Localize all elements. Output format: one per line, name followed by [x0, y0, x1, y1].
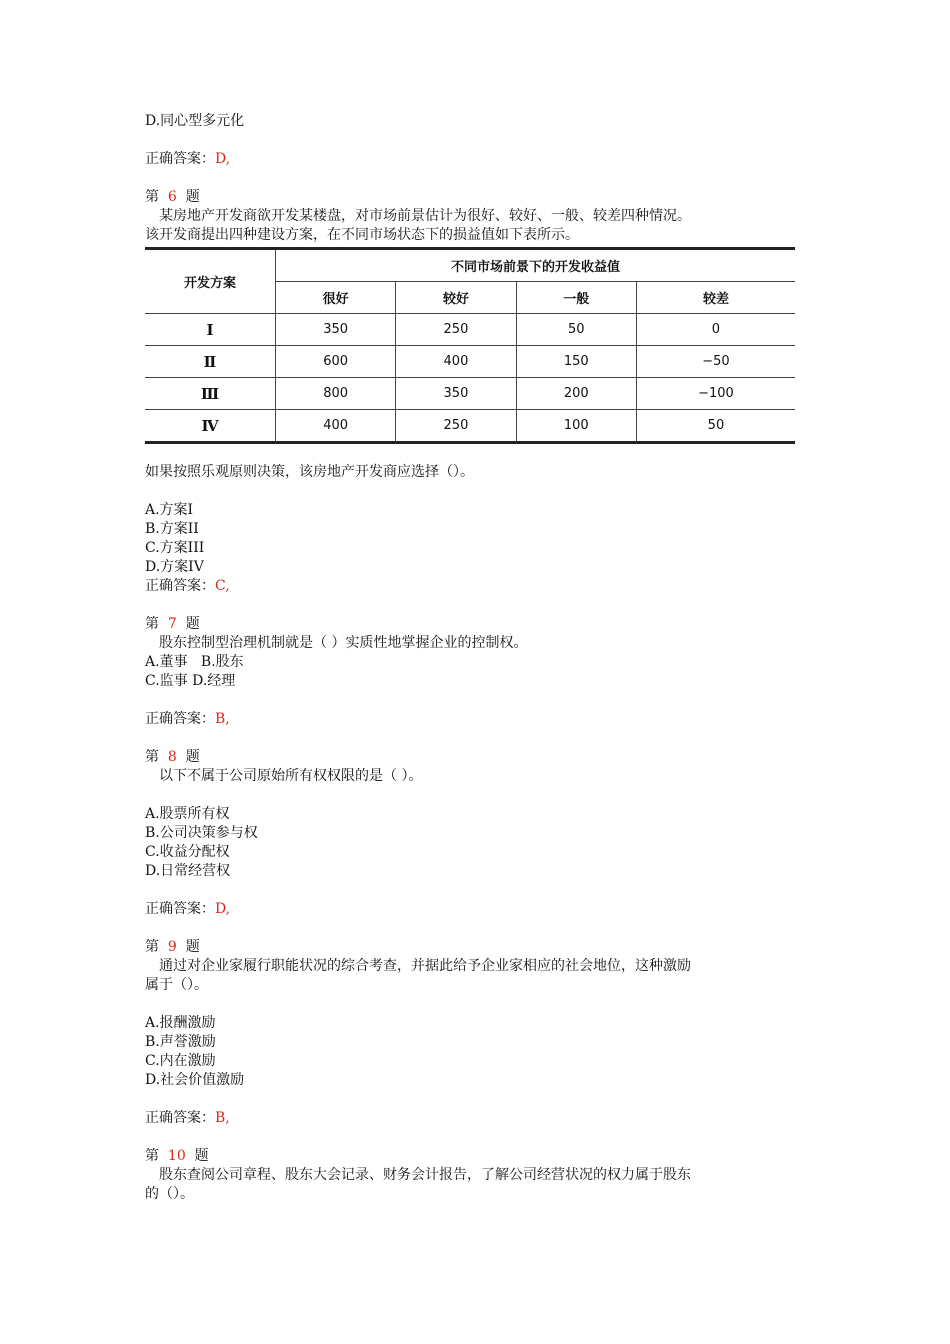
value-cell: 350	[396, 378, 516, 410]
q10-title	[145, 1147, 805, 1166]
value-cell: 400	[276, 410, 396, 443]
option: C.内在激励	[145, 1053, 216, 1069]
q7-title	[145, 615, 805, 634]
plan-cell: Ⅱ	[145, 346, 276, 378]
table-row	[145, 378, 795, 410]
table-row	[145, 314, 795, 346]
q10-stem-line1: 股东查阅公司章程、股东大会记录、财务会计报告，了解公司经营状况的权力属于股东	[159, 1167, 691, 1183]
option: D.方案IV	[145, 559, 204, 575]
q9-stem-line2: 属于（）。	[145, 977, 208, 993]
option: B.公司决策参与权	[145, 825, 258, 841]
plan-cell: Ⅰ	[145, 314, 276, 346]
option: A.股票所有权	[145, 806, 230, 822]
q6-title	[145, 188, 805, 207]
value-cell: 250	[396, 410, 516, 443]
title-suffix: 题	[185, 749, 200, 765]
q8-stem: 以下不属于公司原始所有权权限的是（ ）。	[159, 768, 423, 784]
option: D.社会价值激励	[145, 1072, 245, 1088]
answer-value: D,	[215, 901, 231, 917]
option: B.声誉激励	[145, 1034, 216, 1050]
q6-question: 如果按照乐观原则决策，该房地产开发商应选择（）。	[145, 464, 474, 480]
value-cell: 50	[516, 314, 636, 346]
sub-header: 很好	[276, 282, 396, 314]
q5-option-d: D.同心型多元化	[145, 113, 245, 129]
q6-stem-line2: 该开发商提出四种建设方案，在不同市场状态下的损益值如下表所示。	[145, 227, 579, 243]
value-cell: 200	[516, 378, 636, 410]
title-prefix: 第	[145, 1148, 159, 1164]
group-header: 不同市场前景下的开发收益值	[276, 249, 796, 282]
value-cell: 150	[516, 346, 636, 378]
q6-answer	[145, 577, 805, 596]
question-number: 9	[167, 939, 177, 955]
document-page	[145, 112, 805, 1204]
title-prefix: 第	[145, 939, 159, 955]
question-number: 8	[167, 749, 177, 765]
q5-answer	[145, 150, 805, 169]
table-row	[145, 346, 795, 378]
answer-value: B,	[215, 1110, 230, 1126]
payoff-table	[145, 247, 795, 444]
title-prefix: 第	[145, 749, 159, 765]
value-cell: −100	[636, 378, 795, 410]
answer-value: D,	[215, 151, 231, 167]
value-cell: 350	[276, 314, 396, 346]
answer-label: 正确答案：	[145, 711, 215, 727]
sub-header: 较好	[396, 282, 516, 314]
answer-value: C,	[215, 578, 230, 594]
answer-label: 正确答案：	[145, 901, 215, 917]
value-cell: 250	[396, 314, 516, 346]
q9-answer	[145, 1109, 805, 1128]
title-suffix: 题	[185, 189, 200, 205]
answer-value: B,	[215, 711, 230, 727]
question-number: 10	[167, 1148, 186, 1164]
question-number: 7	[167, 616, 177, 632]
answer-label: 正确答案：	[145, 151, 215, 167]
answer-label: 正确答案：	[145, 1110, 215, 1126]
value-cell: −50	[636, 346, 795, 378]
q7-options-line2: C.监事 D.经理	[145, 673, 236, 689]
q6-stem-line1: 某房地产开发商欲开发某楼盘，对市场前景估计为很好、较好、一般、较差四种情况。	[159, 208, 691, 224]
option: B.方案II	[145, 521, 199, 537]
value-cell: 600	[276, 346, 396, 378]
sub-header: 较差	[636, 282, 795, 314]
q7-answer	[145, 710, 805, 729]
option: A.报酬激励	[145, 1015, 216, 1031]
option: A.方案I	[145, 502, 194, 518]
value-cell: 800	[276, 378, 396, 410]
q7-options-line1: A.董事 B.股东	[145, 654, 244, 670]
value-cell: 400	[396, 346, 516, 378]
title-prefix: 第	[145, 616, 159, 632]
q8-title	[145, 748, 805, 767]
option: D.日常经营权	[145, 863, 231, 879]
value-cell: 0	[636, 314, 795, 346]
q9-title	[145, 938, 805, 957]
value-cell: 100	[516, 410, 636, 443]
q8-answer	[145, 900, 805, 919]
col-header-plan: 开发方案	[145, 249, 276, 314]
q9-stem-line1: 通过对企业家履行职能状况的综合考查，并据此给予企业家相应的社会地位，这种激励	[159, 958, 691, 974]
option: C.收益分配权	[145, 844, 230, 860]
plan-cell: Ⅳ	[145, 410, 276, 443]
value-cell: 50	[636, 410, 795, 443]
plan-cell: Ⅲ	[145, 378, 276, 410]
option: C.方案III	[145, 540, 205, 556]
q7-stem: 股东控制型治理机制就是（ ）实质性地掌握企业的控制权。	[159, 635, 528, 651]
title-suffix: 题	[185, 939, 200, 955]
title-suffix: 题	[185, 616, 200, 632]
sub-header: 一般	[516, 282, 636, 314]
title-prefix: 第	[145, 189, 159, 205]
q10-stem-line2: 的（）。	[145, 1186, 194, 1202]
title-suffix: 题	[194, 1148, 209, 1164]
payoff-table-wrap	[145, 247, 795, 444]
question-number: 6	[167, 189, 177, 205]
table-row	[145, 410, 795, 443]
answer-label: 正确答案：	[145, 578, 215, 594]
